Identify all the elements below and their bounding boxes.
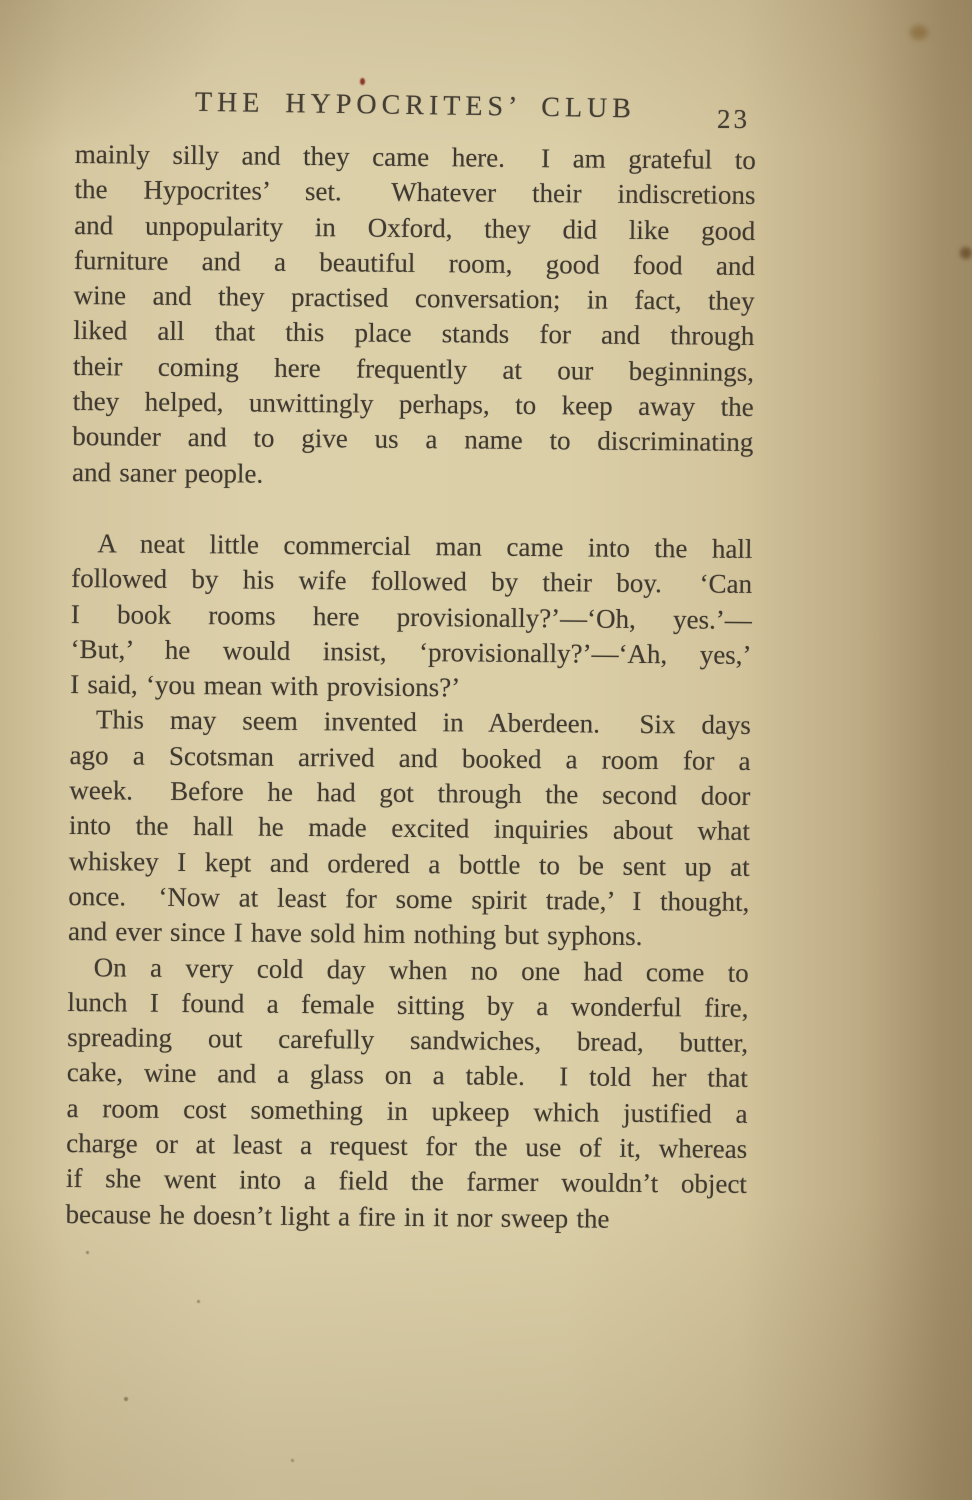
text-line: they helped, unwittingly perhaps, to keep away the [72,386,754,423]
text-line: and saner people. [71,456,264,489]
foxing-spot [910,25,928,40]
paragraph-4 [65,950,748,1238]
page-body [65,137,756,1238]
text-line: because he doesn’t light a fire in it nor sweep the [65,1198,610,1234]
paper-speck [197,1300,200,1303]
text-line: furniture and a beautiful room, good food and [73,244,756,281]
text-line: cake, wine and a glass on a table. I told her that [66,1057,748,1094]
text-line: ago a Scotsman arrived and booked a room for a [69,739,751,776]
text-line: A neat little commercial man came into the hall [97,528,753,564]
text-line: spreading out carefully sandwiches, bread, butter, [67,1022,749,1059]
text-line: their coming here frequently at our beginnings, [72,350,755,387]
text-line: mainly silly and they came here. I am grateful to [74,138,756,175]
text-line: wine and they practised conversation; in fact, they [73,280,755,317]
text-line: charge or at least a request for the use of it, whereas [66,1127,748,1164]
text-line: a room cost something in upkeep which justified a [66,1092,748,1129]
text-line: On a very cold day when no one had come to [93,951,749,988]
paper-speck [291,1459,294,1462]
text-line: into the hall he made excited inquiries about what [68,810,751,847]
text-line: and ever since I have sold him nothing but syphons. [67,916,643,952]
paragraph-3 [68,702,751,955]
text-line: week. Before he had got through the second door [69,775,751,811]
text-line: the Hypocrites’ set. Whatever their indiscretions [74,174,756,211]
paper-speck [124,1397,128,1401]
text-line: lunch I found a female sitting by a wonderful fire, [67,986,749,1023]
text-line: if she went into a field the farmer wouldn’t object [65,1163,748,1200]
text-line: once. ‘Now at least for some spirit trade,’ I thought, [68,880,750,917]
paragraph-1 [72,137,756,496]
paragraph-2 [70,526,753,708]
text-line: bounder and to give us a name to discriminating [72,421,754,458]
text-line: I book rooms here provisionally?’—‘Oh, yes.’— [70,598,752,635]
foxing-spot [960,247,972,259]
text-line: followed by his wife followed by their boy. ‘Can [71,563,753,600]
text-line: and unpopularity in Oxford, they did like good [74,209,756,246]
ink-speck [360,78,365,85]
text-line: This may seem invented in Aberdeen. Six days [95,704,752,741]
text-line: I said, ‘you mean with provisions?’ [70,669,461,703]
text-line: ‘But,’ he would insist, ‘provisionally?’—‘Ah, yes,’ [70,633,752,670]
text-line: liked all that this place stands for and through [73,315,755,352]
running-header-title: THE HYPOCRITES’ CLUB [194,86,637,125]
text-line: whiskey I kept and ordered a bottle to be sent up at [68,845,750,882]
page-number: 23 [717,104,750,134]
paper-speck [86,1251,89,1254]
